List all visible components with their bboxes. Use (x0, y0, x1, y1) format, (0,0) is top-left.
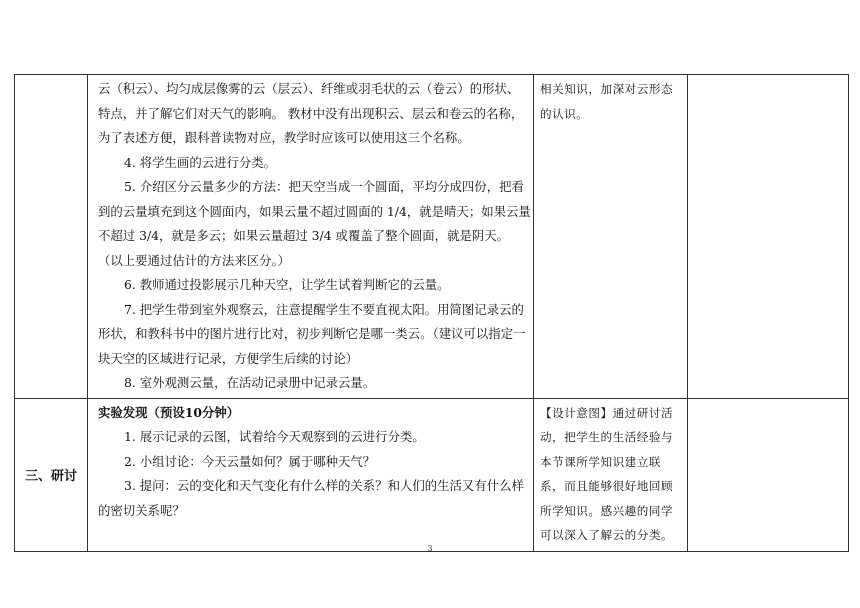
stage-label: 三、研讨 (15, 398, 88, 551)
procedure-line: 3. 提问：云的变化和天气变化有什么样的关系？和人们的生活又有什么样 (124, 478, 524, 493)
procedure-line: 4. 将学生画的云进行分类。 (124, 154, 277, 170)
procedure-line: 5. 介绍区分云量多少的方法：把天空当成一个圆面，平均分成四份，把看 (124, 179, 524, 194)
procedure-line: 8. 室外观测云量，在活动记录册中记录云量。 (124, 375, 376, 390)
note-line: 相关知识，加深对云形态 (540, 82, 674, 96)
stage-cell (15, 75, 88, 399)
design-note-cell (534, 75, 688, 399)
procedure-line: 为了表述方便，跟科普读物对应，教学时应该可以使用这三个名称。 (98, 130, 470, 145)
empty-cell (688, 398, 849, 551)
note-line: 的认识。 (540, 106, 589, 121)
procedure-line: 不超过 3/4，就是多云；如果云量超过 3/4 或覆盖了整个圆面，就是阴天。 (98, 228, 510, 243)
page-number: 3 (427, 544, 433, 553)
procedure-line: 2. 小组讨论：今天云量如何？属于哪种天气？ (124, 453, 376, 469)
procedure-line: 到的云量填充到这个圆面内，如果云量不超过圆面的 1/4，就是晴天；如果云量 (98, 203, 531, 219)
procedure-line: 7. 把学生带到室外观察云，注意提醒学生不要直视太阳。用简图记录云的 (124, 301, 524, 317)
procedure-line: 块天空的区域进行记录，方便学生后续的讨论） (98, 350, 359, 366)
note-line: 系，而且能够很好地回顾 (540, 479, 674, 493)
procedure-line: （以上要通过估计的方法来区分。） (98, 252, 291, 268)
design-note-cell (534, 398, 688, 551)
note-line: 可以深入了解云的分类。 (540, 528, 674, 542)
table-row (15, 75, 849, 399)
lesson-plan-table (14, 74, 849, 552)
note-line: 本节课所学知识建立联 (540, 454, 661, 469)
procedure-cell (88, 75, 534, 399)
table-row (15, 398, 849, 551)
note-line: 【设计意图】通过研讨活 (540, 405, 674, 420)
procedure-line: 云（积云）、均匀成层像雾的云（层云）、纤维或羽毛状的云（卷云）的形状、 (98, 81, 520, 96)
procedure-line: 1. 展示记录的云图，试着给今天观察到的云进行分类。 (124, 429, 425, 444)
procedure-line: 形状，和教科书中的图片进行比对，初步判断它是哪一类云。（建议可以指定一 (98, 326, 526, 341)
procedure-cell (88, 398, 534, 551)
empty-cell (688, 75, 849, 399)
note-line: 动，把学生的生活经验与 (540, 430, 674, 444)
section-heading: 实验发现（预设10分钟） (98, 404, 240, 420)
procedure-line: 6. 教师通过投影展示几种天空，让学生试着判断它的云量。 (124, 277, 450, 292)
note-line: 所学知识。感兴趣的同学 (540, 503, 674, 518)
procedure-line: 特点，并了解它们对天气的影响。 教材中没有出现积云、层云和卷云的名称， (98, 105, 524, 121)
procedure-line: 的密切关系呢？ (98, 502, 185, 518)
